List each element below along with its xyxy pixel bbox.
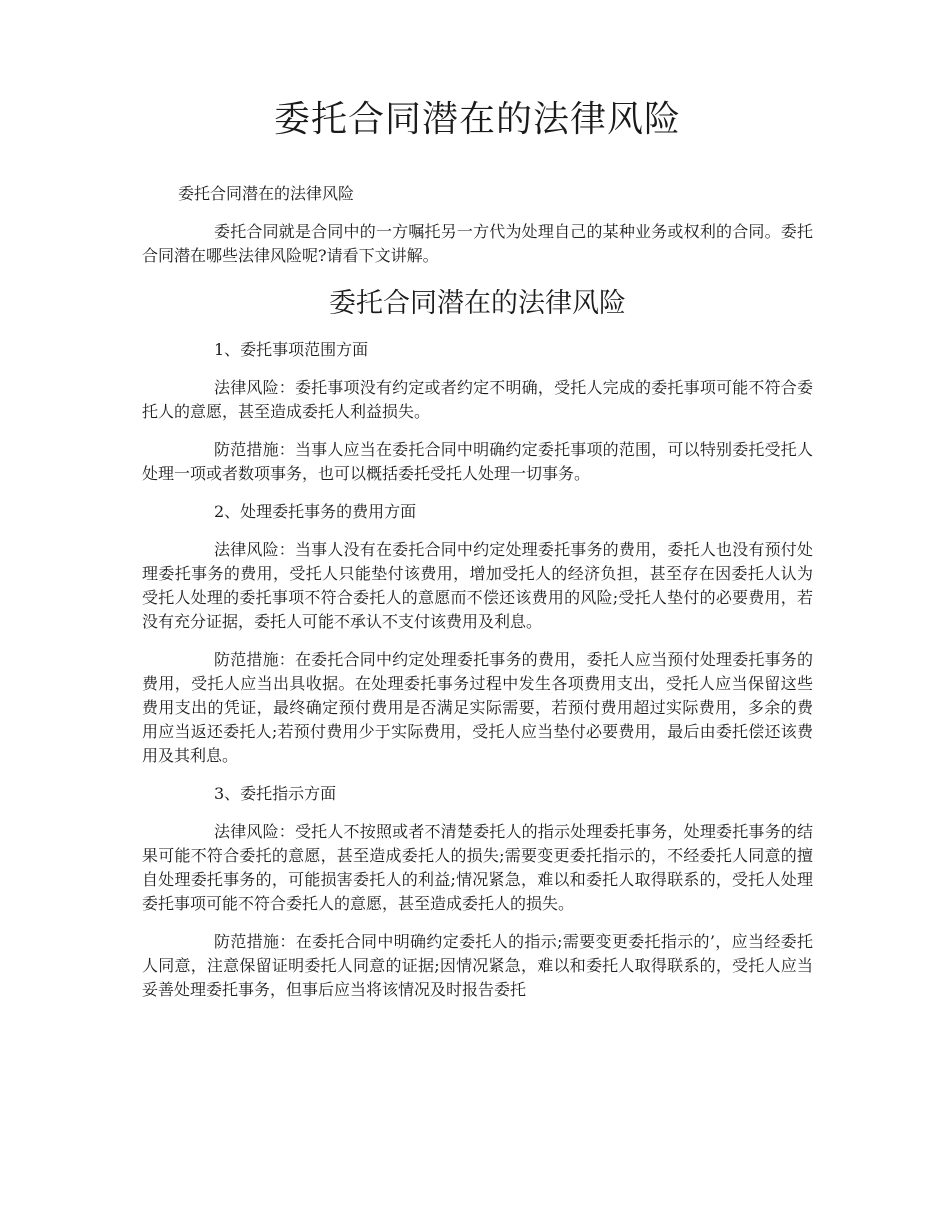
item-2-measure: 防范措施：在委托合同中约定处理委托事务的费用，委托人应当预付处理委托事务的费用，受托人应当出具收据。在处理委托事务过程中发生各项费用支出，受托人应当保留这些费用支出的凭证，最终确定预付费用是否满足实际需要，若预付费用超过实际费用，多余的费用应当返还委托人;若预付费用少于实际费用，受托人应当垫付必要费用，最后由委托偿还该费用及其利息。 <box>142 650 813 765</box>
item-3-measure: 防范措施：在委托合同中明确约定委托人的指示;需要变更委托指示的’，应当经委托人同意，注意保留证明委托人同意的证据;因情况紧急，难以和委托人取得联系的，受托人应当妥善处理委托事务，但事后应当将该情况及时报告委托 <box>142 932 813 999</box>
document-title: 委托合同潜在的法律风险 <box>273 99 681 140</box>
item-2-risk: 法律风险：当事人没有在委托合同中约定处理委托事务的费用，委托人也没有预付处理委托事务的费用，受托人只能垫付该费用，增加受托人的经济负担，甚至存在因委托人认为受托人处理的委托事项不符合委托人的意愿而不偿还该费用的风险;受托人垫付的必要费用，若没有充分证据，委托人可能不承认不支付该费用及利息。 <box>142 540 813 631</box>
item-1-risk: 法律风险：委托事项没有约定或者约定不明确，受托人完成的委托事项可能不符合委托人的意愿，甚至造成委托人利益损失。 <box>142 378 813 421</box>
item-1-heading: 1、委托事项范围方面 <box>214 340 369 359</box>
document-subtitle: 委托合同潜在的法律风险 <box>178 184 355 203</box>
item-3-risk: 法律风险：受托人不按照或者不清楚委托人的指示处理委托事务，处理委托事务的结果可能不符合委托的意愿，甚至造成委托人的损失;需要变更委托指示的，不经委托人同意的擅自处理委托事务的，可能损害委托人的利益;情况紧急，难以和委托人取得联系的，受托人处理委托事项可能不符合委托人的意愿，甚至造成委托人的损失。 <box>142 822 813 913</box>
item-1-measure: 防范措施：当事人应当在委托合同中明确约定委托事项的范围，可以特别委托受托人处理一项或者数项事务，也可以概括委托受托人处理一切事务。 <box>142 440 813 483</box>
item-2-heading: 2、处理委托事务的费用方面 <box>214 502 417 521</box>
section-title: 委托合同潜在的法律风险 <box>329 288 626 319</box>
intro-paragraph: 委托合同就是合同中的一方嘱托另一方代为处理自己的某种业务或权利的合同。委托合同潜在哪些法律风险呢?请看下文讲解。 <box>142 222 813 265</box>
item-3-heading: 3、委托指示方面 <box>214 784 337 803</box>
